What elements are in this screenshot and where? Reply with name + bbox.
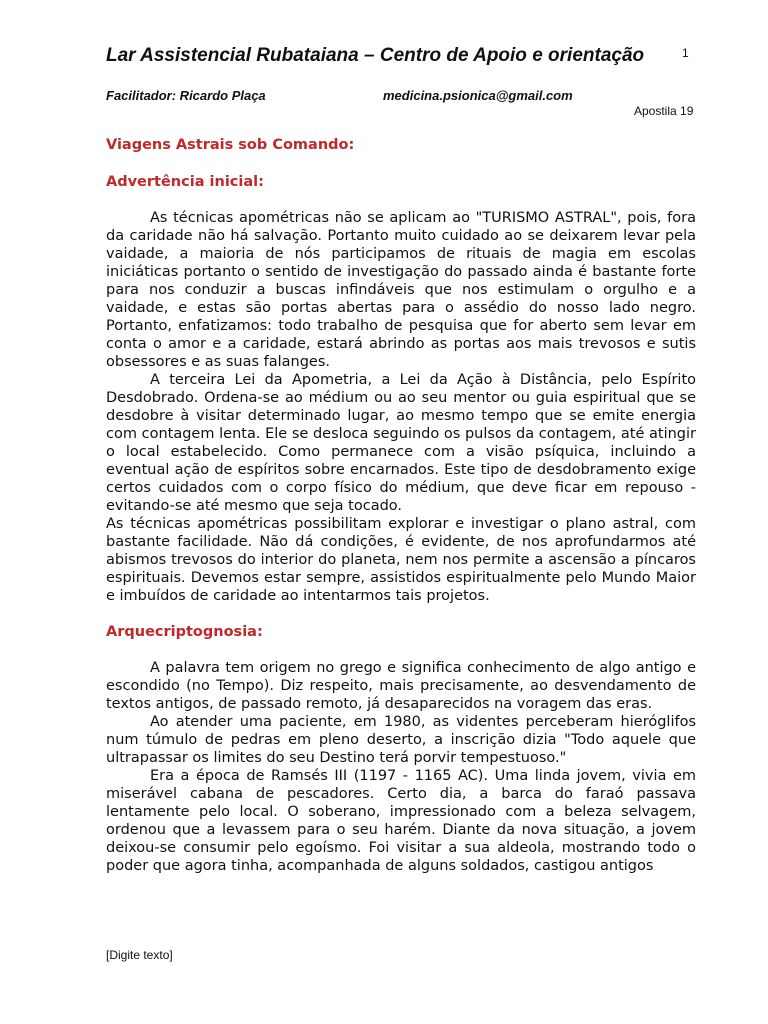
facilitator-line: Facilitador: Ricardo Plaça [106,88,266,103]
paragraph-tecnicas-apometricas: As técnicas apométricas possibilitam explorar e investigar o plano astral, com bastante facilidade. Não dá condições, é evidente, de nos aprofundarmos até abismos trevosos do interior do planeta, nem nos permite a ascensão a píncaros espirituais. Devemos estar sempre, assistidos espiritualmente pelo Mundo Maior e imbuídos de caridade ao intentarmos tais projetos. [106,516,696,604]
heading-arquecriptognosia: Arquecriptognosia: [106,624,263,640]
paragraph-ramses: Era a época de Ramsés III (1197 - 1165 AC). Uma linda jovem, vivia em miserável cabana de pescadores. Certo dia, a barca do faraó passava lentamente pelo local. O soberano, impressionado com a beleza selvagem, ordenou que a levassem para o seu harém. Diante da nova situação, a jovem deixou-se consumir pelo egoísmo. Foi visitar a sua aldeola, mostrando todo o poder que agora tinha, acompanhada de alguns soldados, castigou antigos [106,768,696,874]
footer-placeholder: [Digite texto] [106,948,173,962]
heading-viagens-astrais: Viagens Astrais sob Comando: [106,137,355,153]
heading-advertencia-inicial: Advertência inicial: [106,174,264,190]
document-body [106,136,696,875]
document-title: Lar Assistencial Rubataiana – Centro de Apoio e orientação [106,45,645,66]
paragraph-terceira-lei: A terceira Lei da Apometria, a Lei da Ação à Distância, pelo Espírito Desdobrado. Ordena-se ao médium ou ao seu mentor ou guia espiritual que se desdobre à visitar determinado lugar, ao mesmo tempo que se emite energia com contagem lenta. Ele se desloca seguindo os pulsos da contagem, até atingir o local estabelecido. Como permanece com a visão psíquica, incluindo a eventual ação de espíritos sobre encarnados. Este tipo de desdobramento exige certos cuidados com o corpo físico do médium, que deve ficar em repouso - evitando-se até mesmo que seja tocado. [106,372,696,514]
paragraph-hieroglifos: Ao atender uma paciente, em 1980, as videntes perceberam hieróglifos num túmulo de pedras em pleno deserto, a inscrição dizia "Todo aquele que ultrapassar os limites do seu Destino terá porvir tempestuoso." [106,714,696,766]
contact-email: medicina.psionica@gmail.com [383,88,573,103]
apostila-label: Apostila 19 [634,104,694,118]
paragraph-origem-palavra: A palavra tem origem no grego e significa conhecimento de algo antigo e escondido (no Tempo). Diz respeito, mais precisamente, ao desvendamento de textos antigos, de passado remoto, já desaparecidos na voragem das eras. [106,660,696,712]
paragraph-turismo-astral: As técnicas apométricas não se aplicam ao "TURISMO ASTRAL", pois, fora da caridade não há salvação. Portanto muito cuidado ao se deixarem levar pela vaidade, a maioria de nós participamos de rituais de magia em escolas iniciáticas portanto o sentido de investigação do passado ainda é bastante forte para nos conduzir a buscas infindáveis que nos estimulam o orgulho e a vaidade, e estas são portas abertas para o assédio do nosso lado negro. Portanto, enfatizamos: todo trabalho de pesquisa que for aberto sem levar em conta o amor e a caridade, estará abrindo as portas aos mais trevosos e sutis obsessores e as suas falanges. [106,210,696,370]
page-number: 1 [682,46,689,60]
